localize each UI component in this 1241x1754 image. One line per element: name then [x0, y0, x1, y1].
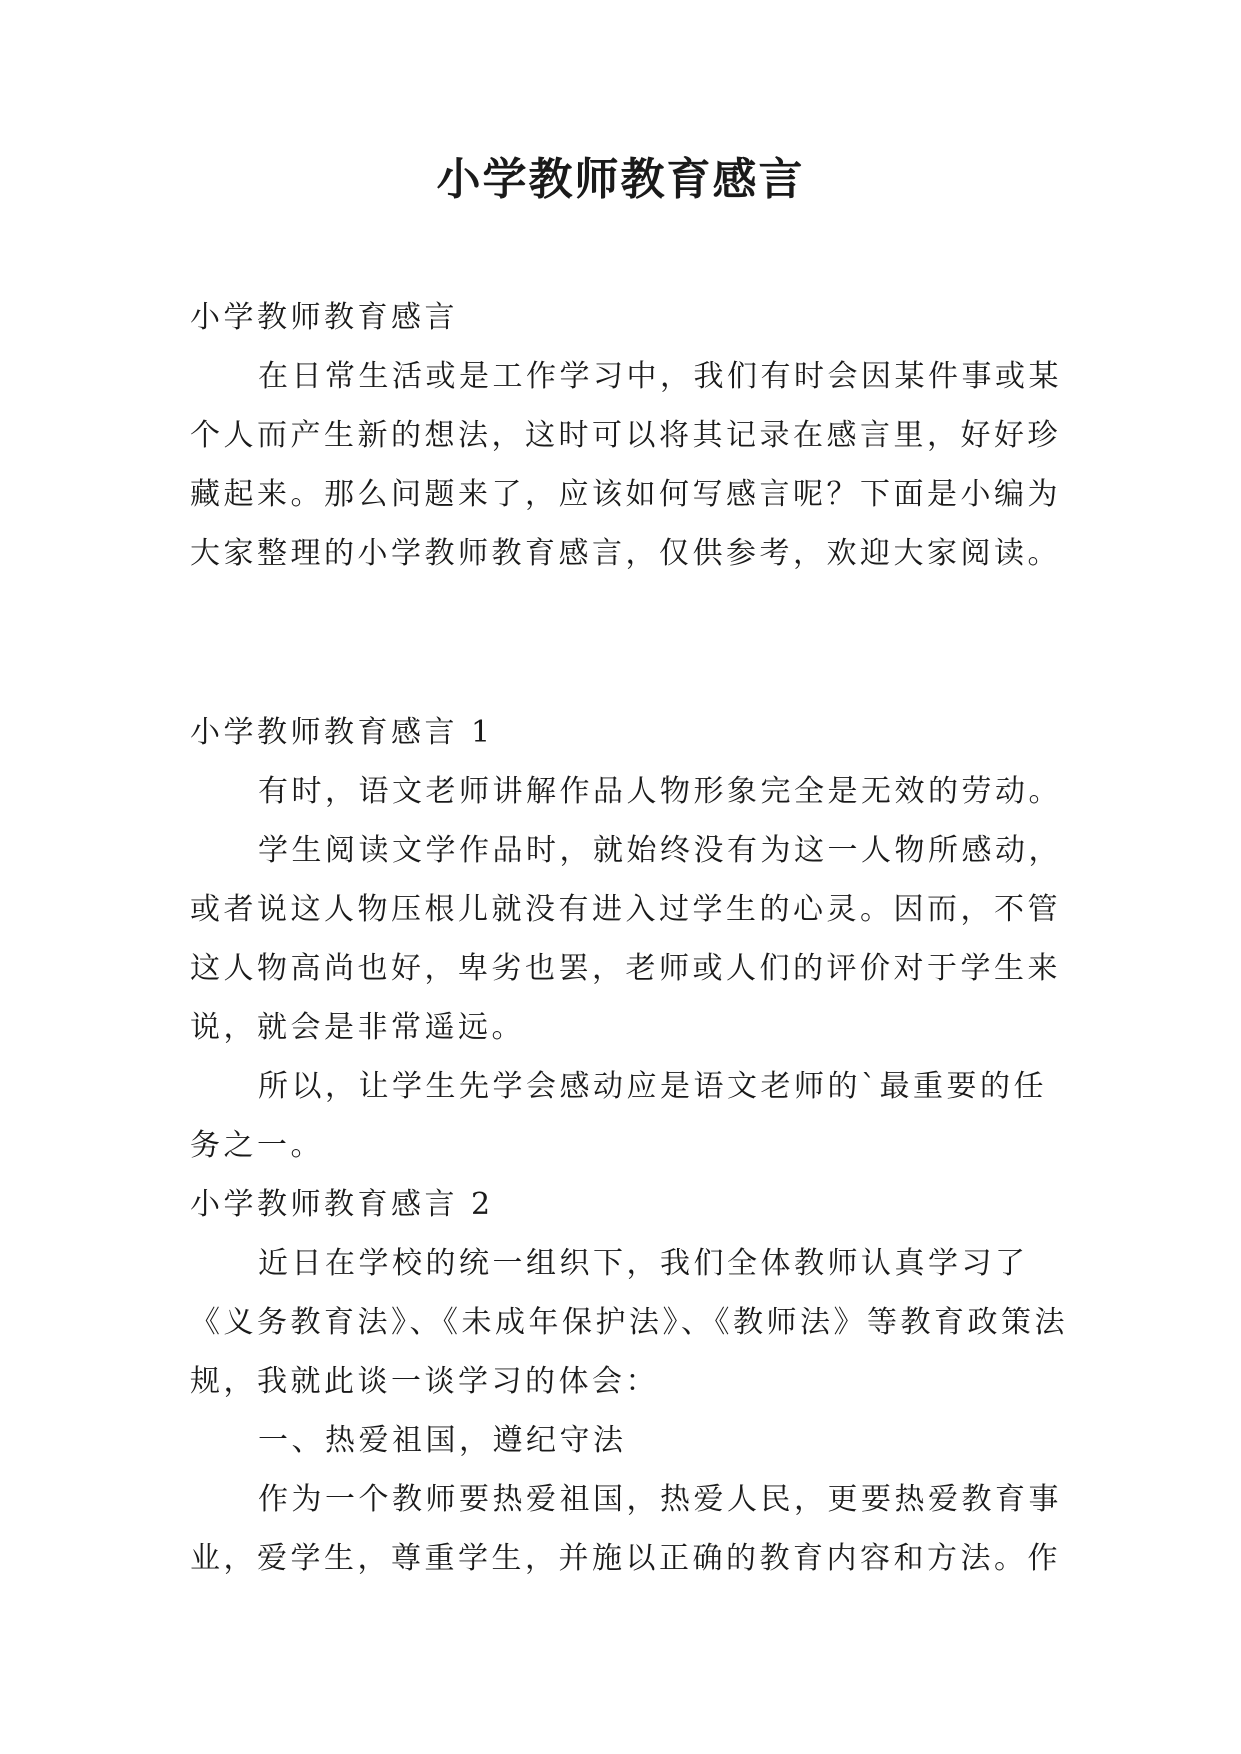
section-2: [190, 1175, 1070, 1588]
section-2-paragraph-1-line: 《义务教育法》、《未成年保护法》、《教师法》等教育政策法: [190, 1305, 1068, 1340]
section-gap: [190, 583, 1070, 703]
intro-line: 大家整理的小学教师教育感言，仅供参考，欢迎大家阅读。: [190, 536, 1061, 571]
section-2-paragraph-1-line: 近日在学校的统一组织下，我们全体教师认真学习了: [258, 1246, 1029, 1281]
intro-paragraph: [190, 347, 1070, 583]
section-1-paragraph-2-line: 这人物高尚也好，卑劣也罢，老师或人们的评价对于学生来: [190, 951, 1061, 986]
section-2-paragraph-2-line: 作为一个教师要热爱祖国，热爱人民，更要热爱教育事: [258, 1482, 1062, 1517]
section-1-heading: 小学教师教育感言 1: [190, 715, 494, 750]
document-heading: 小学教师教育感言: [190, 300, 458, 335]
section-1-paragraph-2-line: 或者说这人物压根儿就没有进入过学生的心灵。因而，不管: [190, 892, 1061, 927]
section-2-paragraph-1-line: 规，我就此谈一谈学习的体会：: [190, 1364, 659, 1399]
section-2-heading: 小学教师教育感言 2: [190, 1187, 494, 1222]
section-1-paragraph-1-line: 有时，语文老师讲解作品人物形象完全是无效的劳动。: [258, 774, 1062, 809]
section-1-paragraph-2-line: 说，就会是非常遥远。: [190, 1010, 525, 1045]
intro-line: 在日常生活或是工作学习中，我们有时会因某件事或某: [258, 359, 1062, 394]
section-1-paragraph-2-line: 学生阅读文学作品时，就始终没有为这一人物所感动，: [258, 833, 1062, 868]
section-1: [190, 703, 1070, 1175]
document-body: [190, 288, 1070, 1588]
section-2-paragraph-2-line: 业，爱学生，尊重学生，并施以正确的教育内容和方法。作: [190, 1541, 1061, 1576]
section-2-subheading: 一、热爱祖国，遵纪守法: [258, 1423, 627, 1458]
section-1-paragraph-3-line: 所以，让学生先学会感动应是语文老师的`最重要的任: [258, 1069, 1047, 1104]
page-title: 小学教师教育感言: [436, 154, 805, 205]
section-1-paragraph-3-line: 务之一。: [190, 1128, 324, 1163]
intro-line: 藏起来。那么问题来了，应该如何写感言呢？下面是小编为: [190, 477, 1061, 512]
intro-line: 个人而产生新的想法，这时可以将其记录在感言里，好好珍: [190, 418, 1061, 453]
